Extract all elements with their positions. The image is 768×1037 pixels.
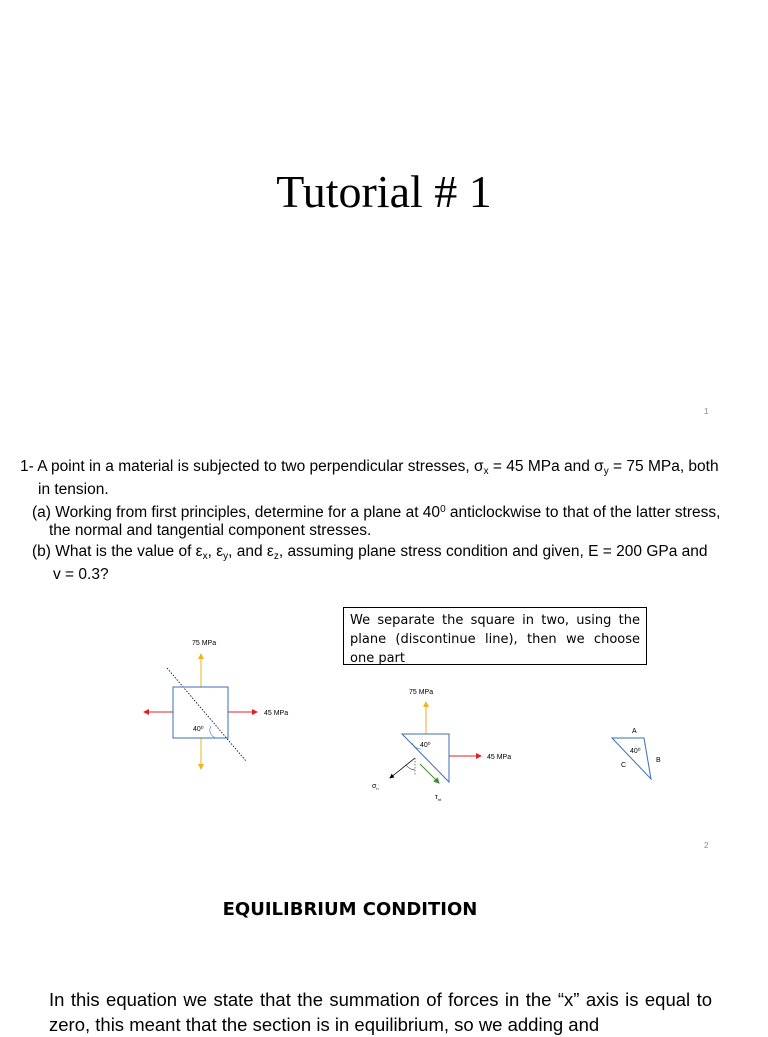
problem-line-2: in tension. [38,481,109,498]
d2-top-label: 75 MPa [409,689,434,696]
problem-line-6: v = 0.3? [53,566,109,583]
d2-sigma-angle-arc [406,765,415,770]
page-number-2: 2 [704,841,709,850]
d2-sigma-label: $\sigma_n$ [372,783,379,791]
problem-line-1: 1- A point in a material is subjected to two perpendicular stresses, $\sigma_x = 45$ MPa and $\sigma_y = 75$ MPa, both [20,458,719,477]
d3-vertex-b: B [656,757,661,764]
section-heading: EQUILIBRIUM CONDITION [222,899,478,920]
problem-line-3: (a) Working from first principles, determine for a plane at $40^0$ anticlockwise to that of the latter stress, [32,504,721,521]
d2-sigma-arrow [390,758,415,778]
slide-title: Tutorial # 1 [276,166,492,217]
d3-wedge [612,738,651,779]
equilibrium-text: In this equation we state that the summation of forces in the “x” axis is equal to zero, this meant that the section is in equilibrium, so we adding and [49,989,712,1035]
labelled-wedge-diagram [605,720,670,785]
d2-right-label: 45 MPa [487,754,512,761]
d3-vertex-c: C [621,762,627,769]
problem-line-4: the normal and tangential component stresses. [49,522,372,539]
wedge-free-body-diagram [365,680,525,805]
d2-tau-label: $\tau_{nt}$ [435,794,442,802]
page-number-1: 1 [704,407,709,416]
d2-angle-label: 40⁰ [420,742,431,749]
d3-vertex-a: A [632,728,637,735]
stress-element-diagram [135,630,310,780]
d1-angle-label: 40⁰ [193,726,204,733]
d1-cut-plane [167,668,246,761]
d1-top-label: 75 MPa [192,640,217,647]
problem-line-5: (b) What is the value of $\varepsilon_x$, $\varepsilon_y$, and $\varepsilon_z$, assuming plane stress condition and given, E = 200 GPa and [32,543,708,562]
d1-right-label: 45 MPa [264,710,289,717]
d2-tau-arrow [420,764,439,783]
d3-angle-label: 40⁰ [630,748,641,755]
note-box: We separate the square in two, using the plane (discontinue line), then we choose one part [343,607,647,665]
